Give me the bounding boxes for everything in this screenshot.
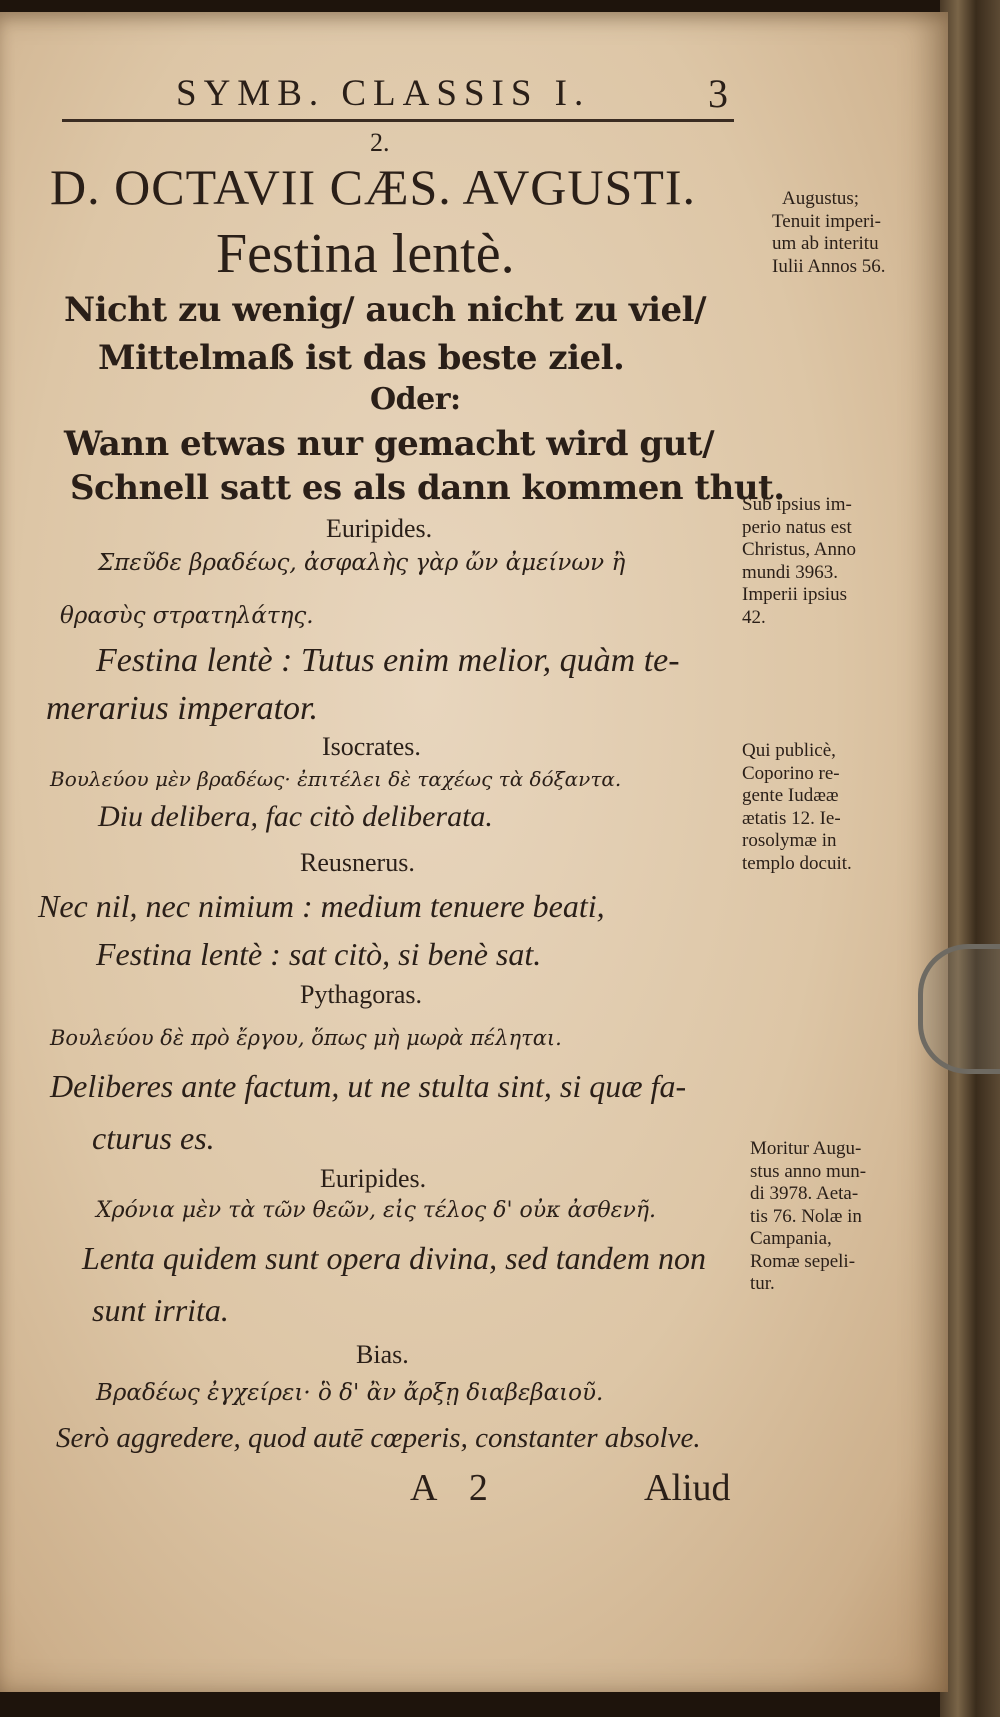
margin-line: Sub ipsius im- — [742, 494, 852, 515]
greek-euripides-2: Χρόνια μὲν τὰ τῶν θεῶν, εἰς τέλος δ' οὐκ ἀσθενῆ. — [96, 1198, 657, 1223]
greek-isocrates: Βουλεύου μὲν βραδέως· ἐπιτέλει δὲ ταχέως τὰ δόξαντα. — [50, 767, 622, 791]
latin-reusnerus-2: Festina lentè : sat citò, si benè sat. — [96, 936, 542, 972]
author-bias: Bias. — [356, 1340, 409, 1369]
latin-reusnerus-1: Nec nil, nec nimium : medium tenuere beati, — [38, 888, 605, 924]
author-isocrates: Isocrates. — [322, 732, 421, 761]
margin-line: Romæ sepeli- — [750, 1250, 856, 1272]
author-euripides-1: Euripides. — [326, 514, 433, 543]
page-number: 3 — [708, 71, 728, 116]
german-line-3: Wann etwas nur gemacht wird gut/ — [64, 424, 715, 464]
latin-euripides-2a: Lenta quidem sunt opera divina, sed tandem non — [82, 1240, 706, 1276]
margin-line: ætatis 12. Ie- — [742, 807, 841, 829]
emblem-number: 2. — [370, 128, 390, 157]
book-edge — [940, 0, 1000, 1717]
signature-mark: A 2 — [410, 1467, 488, 1509]
margin-line: 42. — [742, 606, 766, 628]
catchword: Aliud — [644, 1467, 731, 1509]
margin-note-augustus — [772, 188, 885, 278]
german-line-1: Nicht zu wenig/ auch nicht zu viel/ — [64, 290, 706, 330]
author-euripides-2: Euripides. — [320, 1164, 427, 1193]
margin-line: Tenuit imperi- — [772, 210, 881, 232]
margin-line: um ab interitu — [772, 233, 879, 254]
margin-line: templo docuit. — [742, 852, 852, 874]
german-line-2: Mittelmaß ist das beste ziel. — [98, 338, 625, 378]
latin-euripides-1b: merarius imperator. — [46, 690, 319, 727]
margin-line: di 3978. Aeta- — [750, 1183, 859, 1204]
german-line-4: Schnell satt es als dann kommen thut. — [70, 468, 785, 508]
latin-pythagoras-2: cturus es. — [92, 1120, 215, 1156]
margin-line: gente Iudææ — [742, 785, 839, 806]
margin-line: rosolymæ in — [742, 830, 837, 851]
emblem-heading: D. OCTAVII CÆS. AVGUSTI. — [50, 159, 697, 215]
greek-euripides-1b: θρασὺς στρατηλάτης. — [60, 603, 314, 629]
author-reusnerus: Reusnerus. — [300, 848, 415, 877]
greek-bias: Βραδέως ἐγχείρει· ὃ δ' ἂν ἄρξῃ διαβεβαιοῦ. — [96, 1380, 604, 1406]
margin-line: tur. — [750, 1273, 775, 1294]
margin-line: mundi 3963. — [742, 561, 839, 583]
margin-note-temple — [742, 740, 852, 875]
german-oder: Oder: — [370, 382, 461, 417]
latin-euripides-2b: sunt irrita. — [92, 1292, 229, 1328]
running-head: SYMB. CLASSIS I. — [176, 73, 591, 114]
latin-bias: Serò aggredere, quod autē cœperis, constanter absolve. — [56, 1422, 701, 1454]
margin-note-death — [750, 1138, 866, 1296]
margin-line: Augustus; — [782, 188, 860, 209]
margin-line: Imperii ipsius — [742, 584, 848, 605]
margin-line: Moritur Augu- — [750, 1138, 862, 1159]
margin-line: Coporino re- — [742, 762, 840, 784]
page-clip — [918, 944, 1000, 1074]
margin-line: Qui publicè, — [742, 740, 836, 761]
greek-pythagoras: Βουλεύου δὲ πρὸ ἔργου, ὅπως μὴ μωρὰ πέληται. — [50, 1026, 562, 1050]
motto: Festina lentè. — [216, 223, 515, 285]
margin-line: stus anno mun- — [750, 1160, 867, 1182]
latin-euripides-1a: Festina lentè : Tutus enim melior, quàm te- — [96, 642, 680, 679]
margin-line: Christus, Anno — [742, 539, 857, 560]
header-rule — [62, 119, 734, 122]
margin-line: tis 76. Nolæ in — [750, 1205, 862, 1227]
latin-isocrates: Diu delibera, fac citò deliberata. — [98, 800, 493, 833]
margin-line: Campania, — [750, 1228, 832, 1249]
author-pythagoras: Pythagoras. — [300, 980, 423, 1009]
margin-note-christus — [742, 494, 856, 629]
greek-euripides-1a: Σπεῦδε βραδέως, ἀσφαλὴς γὰρ ὤν ἀμείνων ἢ — [98, 550, 626, 576]
margin-line: perio natus est — [742, 516, 852, 538]
margin-line: Iulii Annos 56. — [772, 255, 886, 277]
latin-pythagoras-1: Deliberes ante factum, ut ne stulta sint, si quæ fa- — [50, 1068, 687, 1104]
